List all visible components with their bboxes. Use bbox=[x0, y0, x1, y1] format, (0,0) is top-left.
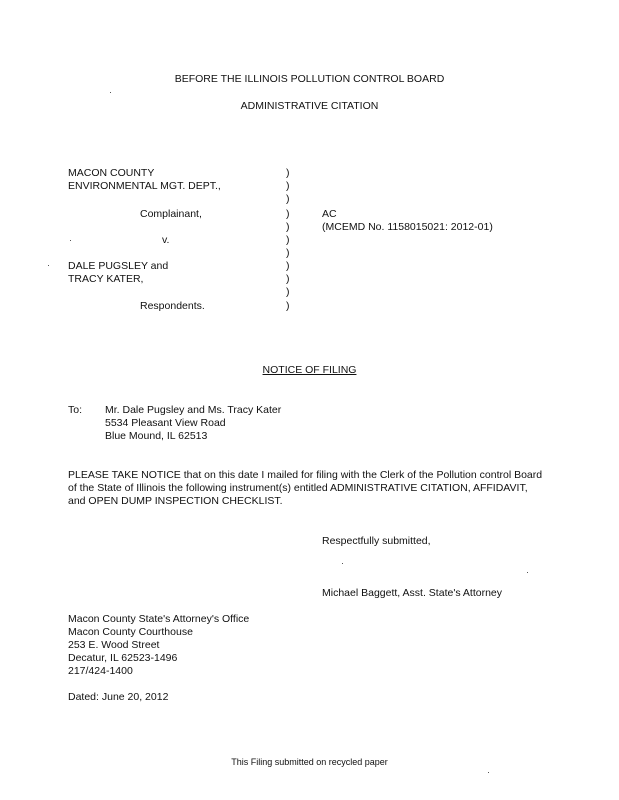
dated-line: Dated: June 20, 2012 bbox=[68, 691, 169, 703]
office-line: Macon County State's Attorney's Office bbox=[68, 613, 250, 625]
signer-name: Michael Baggett, Asst. State's Attorney bbox=[322, 587, 503, 599]
scan-speck bbox=[342, 563, 343, 564]
notice-body: PLEASE TAKE NOTICE that on this date I mailed for filing with the Clerk of the Pollution control Board of the State of Illinois the following instrument(s) entitled ADMINISTRATIVE CITATION, AFFIDAVIT, and OPEN DUMP INSPECTION CHECKLIST. bbox=[68, 469, 543, 507]
caption-paren: ) bbox=[286, 180, 290, 192]
office-line: 253 E. Wood Street bbox=[68, 639, 160, 651]
office-phone: 217/424-1400 bbox=[68, 665, 133, 677]
complainant-name-line2: ENVIRONMENTAL MGT. DEPT., bbox=[68, 180, 221, 192]
respondent-role: Respondents. bbox=[140, 300, 205, 312]
case-number: (MCEMD No. 1158015021: 2012-01) bbox=[322, 221, 493, 233]
addressee-name: Mr. Dale Pugsley and Ms. Tracy Kater bbox=[105, 404, 282, 416]
caption-paren: ) bbox=[286, 167, 290, 179]
caption-paren: ) bbox=[286, 260, 290, 272]
scan-speck bbox=[70, 240, 71, 241]
respondent-name-line2: TRACY KATER, bbox=[68, 273, 144, 285]
citation-heading: ADMINISTRATIVE CITATION bbox=[240, 100, 379, 112]
office-line: Decatur, IL 62523-1496 bbox=[68, 652, 178, 664]
board-heading: BEFORE THE ILLINOIS POLLUTION CONTROL BOARD bbox=[174, 73, 445, 85]
scan-speck bbox=[110, 92, 111, 93]
notice-title: NOTICE OF FILING bbox=[262, 364, 357, 376]
caption-paren: ) bbox=[286, 273, 290, 285]
respondent-name-line1: DALE PUGSLEY and bbox=[68, 260, 169, 272]
caption-paren: ) bbox=[286, 221, 290, 233]
caption-paren: ) bbox=[286, 286, 290, 298]
scan-speck bbox=[488, 772, 489, 773]
office-line: Macon County Courthouse bbox=[68, 626, 193, 638]
case-type: AC bbox=[322, 208, 337, 220]
caption-paren: ) bbox=[286, 193, 290, 205]
complainant-role: Complainant, bbox=[140, 208, 202, 220]
addressee-city: Blue Mound, IL 62513 bbox=[105, 430, 208, 442]
addressee-street: 5534 Pleasant View Road bbox=[105, 417, 226, 429]
footer-note: This Filing submitted on recycled paper bbox=[231, 757, 388, 767]
closing: Respectfully submitted, bbox=[322, 535, 431, 547]
caption-paren: ) bbox=[286, 247, 290, 259]
complainant-name-line1: MACON COUNTY bbox=[68, 167, 155, 179]
versus: v. bbox=[162, 234, 170, 246]
caption-paren: ) bbox=[286, 300, 290, 312]
scan-speck bbox=[527, 572, 528, 573]
scan-speck bbox=[48, 265, 49, 266]
caption-paren: ) bbox=[286, 234, 290, 246]
caption-paren: ) bbox=[286, 208, 290, 220]
to-label: To: bbox=[68, 404, 83, 416]
